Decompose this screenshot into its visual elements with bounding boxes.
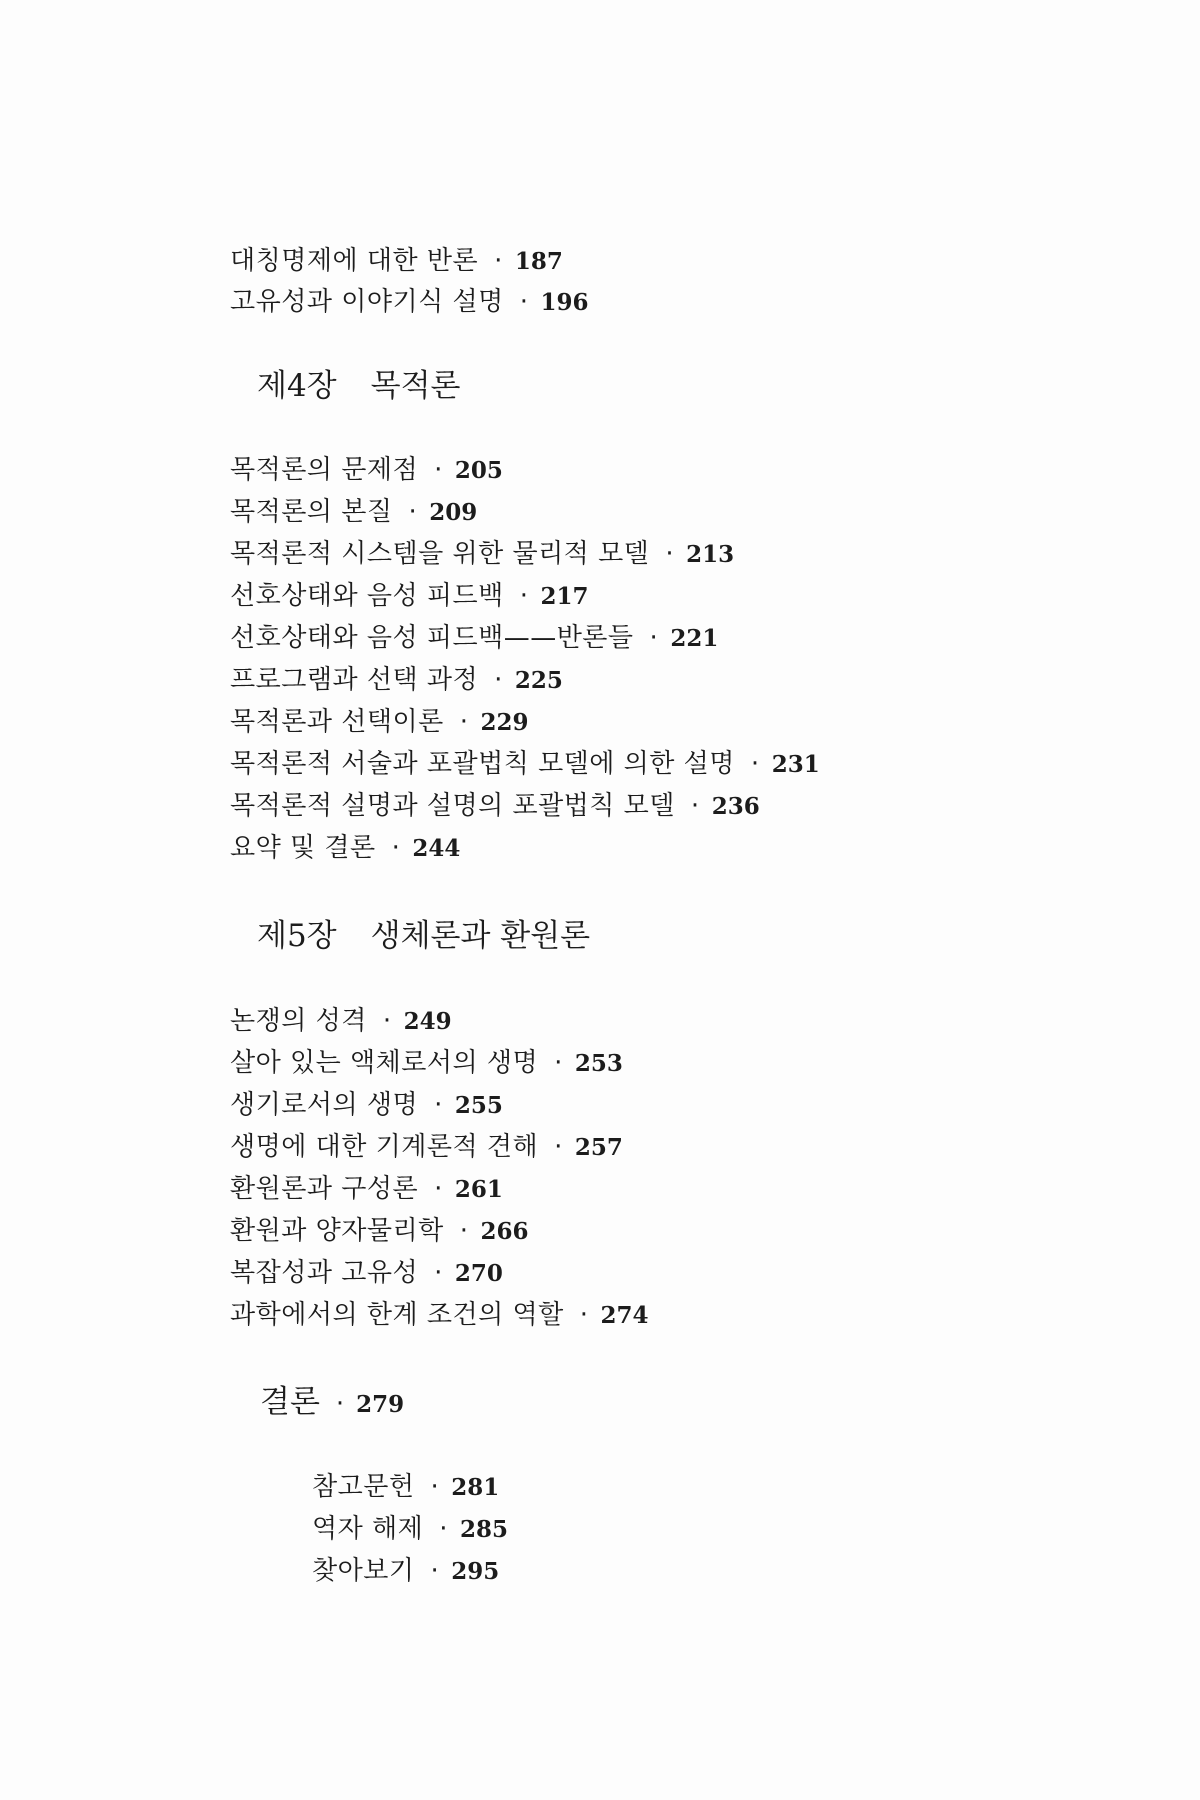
separator-dot: ·: [430, 1472, 440, 1502]
toc-entry: [230, 285, 588, 320]
page-number: 236: [711, 793, 760, 820]
toc-entry: [230, 1298, 648, 1333]
separator-dot: ·: [430, 1556, 440, 1586]
chapter-heading: [257, 916, 590, 956]
entry-title: 찾아보기: [312, 1556, 415, 1586]
separator-dot: ·: [690, 791, 700, 821]
toc-entry: [312, 1470, 499, 1505]
page-number: 266: [480, 1218, 529, 1245]
separator-dot: ·: [554, 1048, 563, 1078]
toc-entry: [230, 495, 477, 530]
toc-entry: [230, 453, 503, 488]
entry-title: 참고문헌: [312, 1472, 415, 1502]
toc-entry: [230, 1004, 452, 1039]
separator-dot: ·: [434, 1174, 443, 1204]
toc-entry: [230, 1130, 623, 1165]
entry-title: 논쟁의 성격: [230, 1006, 367, 1036]
entry-title: 목적론적 서술과 포괄법칙 모델에 의한 설명: [230, 749, 735, 779]
toc-entry: [230, 1088, 503, 1123]
conclusion-heading: [260, 1382, 404, 1425]
page-number: 274: [600, 1302, 649, 1329]
toc-entry: [230, 1172, 503, 1207]
toc-entry: [230, 1214, 528, 1249]
separator-dot: ·: [554, 1132, 563, 1162]
toc-entry: [230, 621, 718, 656]
page-number: 270: [454, 1260, 503, 1287]
page-number: 261: [454, 1176, 503, 1203]
separator-dot: ·: [665, 539, 675, 569]
entry-title: 목적론과 선택이론: [230, 707, 444, 737]
entry-title: 대칭명제에 대한 반론: [230, 246, 479, 276]
page-number: 205: [454, 457, 503, 484]
toc-entry: [230, 1256, 503, 1291]
entry-title: 환원과 양자물리학: [230, 1216, 444, 1246]
entry-title: 살아 있는 액체로서의 생명: [230, 1048, 539, 1078]
separator-dot: ·: [408, 497, 418, 527]
toc-entry: [230, 244, 563, 279]
separator-dot: ·: [649, 623, 659, 653]
separator-dot: ·: [434, 1258, 443, 1288]
entry-title: 선호상태와 음성 피드백——반론들: [230, 623, 634, 653]
page-number: 285: [460, 1516, 509, 1543]
entry-title: 고유성과 이야기식 설명: [230, 287, 504, 317]
page-number: 281: [451, 1474, 500, 1501]
page-number: 213: [686, 541, 735, 568]
page-number: 295: [451, 1558, 500, 1585]
page-number: 244: [412, 835, 461, 862]
entry-title: 생명에 대한 기계론적 견해: [230, 1132, 539, 1162]
chapter-number: 제5장: [257, 918, 337, 954]
toc-entry: [230, 579, 588, 614]
separator-dot: ·: [382, 1006, 392, 1036]
page-number: 279: [356, 1391, 405, 1418]
entry-title: 선호상태와 음성 피드백: [230, 581, 504, 611]
chapter-number: 제4장: [257, 368, 337, 404]
toc-entry: [230, 663, 563, 698]
toc-entry: [230, 1046, 623, 1081]
separator-dot: ·: [335, 1389, 345, 1419]
page-number: 231: [771, 751, 820, 778]
chapter-heading: [257, 366, 460, 406]
conclusion-title: 결론: [260, 1384, 320, 1420]
entry-title: 프로그램과 선택 과정: [230, 665, 479, 695]
chapter-title: 목적론: [370, 368, 461, 404]
page-number: 225: [514, 667, 563, 694]
entry-title: 요약 및 결론: [230, 833, 376, 863]
entry-title: 역자 해제: [312, 1514, 424, 1544]
toc-entry: [230, 789, 760, 824]
page-number: 187: [514, 248, 563, 275]
separator-dot: ·: [494, 665, 503, 695]
page-number: 257: [574, 1134, 623, 1161]
separator-dot: ·: [519, 581, 529, 611]
separator-dot: ·: [434, 455, 443, 485]
entry-title: 목적론의 본질: [230, 497, 393, 527]
entry-title: 과학에서의 한계 조건의 역할: [230, 1300, 564, 1330]
page-number: 229: [480, 709, 529, 736]
separator-dot: ·: [391, 833, 401, 863]
separator-dot: ·: [750, 749, 760, 779]
page-number: 221: [670, 625, 719, 652]
toc-entry: [230, 831, 460, 866]
page-number: 253: [574, 1050, 623, 1077]
toc-entry: [312, 1512, 508, 1547]
page-number: 209: [429, 499, 478, 526]
page-number: 196: [540, 289, 589, 316]
toc-entry: [230, 705, 528, 740]
toc-entry: [230, 537, 734, 572]
page-number: 255: [454, 1092, 503, 1119]
separator-dot: ·: [459, 1216, 469, 1246]
separator-dot: ·: [579, 1300, 589, 1330]
toc-entry: [312, 1554, 499, 1589]
separator-dot: ·: [519, 287, 529, 317]
chapter-title: 생체론과 환원론: [370, 918, 591, 954]
toc-entry: [230, 747, 820, 782]
separator-dot: ·: [439, 1514, 448, 1544]
entry-title: 생기로서의 생명: [230, 1090, 419, 1120]
separator-dot: ·: [434, 1090, 443, 1120]
separator-dot: ·: [459, 707, 469, 737]
entry-title: 환원론과 구성론: [230, 1174, 419, 1204]
page-number: 249: [403, 1008, 452, 1035]
page-number: 217: [540, 583, 589, 610]
entry-title: 복잡성과 고유성: [230, 1258, 419, 1288]
entry-title: 목적론적 설명과 설명의 포괄법칙 모델: [230, 791, 675, 821]
entry-title: 목적론의 문제점: [230, 455, 419, 485]
entry-title: 목적론적 시스템을 위한 물리적 모델: [230, 539, 650, 569]
separator-dot: ·: [494, 246, 503, 276]
